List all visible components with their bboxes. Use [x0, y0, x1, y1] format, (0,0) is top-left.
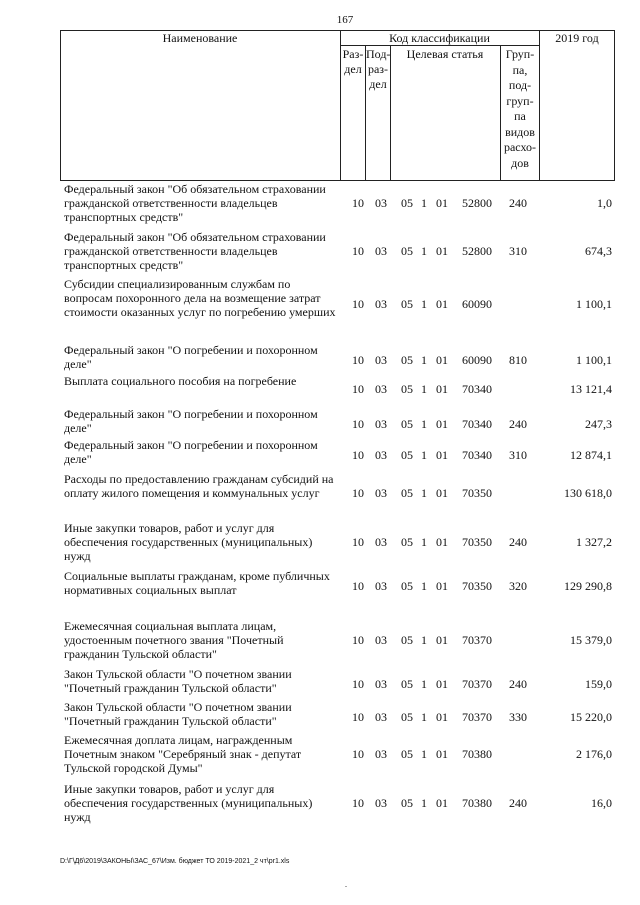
code-pr: 03: [375, 297, 387, 311]
code-cs1: 05: [401, 448, 413, 462]
code-cs2: 1: [421, 710, 427, 724]
code-pr: 03: [375, 710, 387, 724]
row-name: Закон Тульской области "О почетном звании "Почетный гражданин Тульской области": [64, 700, 292, 728]
amount-2019: 1 100,1: [576, 297, 612, 311]
code-cs3: 01: [436, 353, 448, 367]
table-row: [0, 700, 640, 728]
code-vr: 240: [509, 796, 527, 810]
code-cs1: 05: [401, 382, 413, 396]
code-pr: 03: [375, 579, 387, 593]
page-number: 167: [336, 14, 354, 26]
row-name: Иные закупки товаров, работ и услуг для обеспечения государственных (муниципальных) нужд: [64, 521, 313, 563]
code-cs1: 05: [401, 353, 413, 367]
code-rz: 10: [352, 796, 364, 810]
code-cs1: 05: [401, 417, 413, 431]
code-vr: 240: [509, 417, 527, 431]
code-vr: 240: [509, 677, 527, 691]
code-cs1: 05: [401, 796, 413, 810]
code-cs3: 01: [436, 244, 448, 258]
table-row: [0, 521, 640, 563]
code-cs3: 01: [436, 710, 448, 724]
code-cs2: 1: [421, 448, 427, 462]
code-rz: 10: [352, 297, 364, 311]
code-rz: 10: [352, 353, 364, 367]
code-cs3: 01: [436, 677, 448, 691]
code-cs4: 70380: [462, 747, 492, 761]
code-cs1: 05: [401, 486, 413, 500]
code-pr: 03: [375, 677, 387, 691]
table-row: [0, 277, 640, 333]
code-pr: 03: [375, 747, 387, 761]
code-cs1: 05: [401, 244, 413, 258]
table-row: [0, 407, 640, 435]
code-cs2: 1: [421, 535, 427, 549]
code-cs2: 1: [421, 579, 427, 593]
amount-2019: 130 618,0: [564, 486, 612, 500]
code-cs3: 01: [436, 535, 448, 549]
code-cs1: 05: [401, 579, 413, 593]
code-pr: 03: [375, 196, 387, 210]
table-row: [0, 472, 640, 514]
table-row: [0, 782, 640, 824]
table-row: [0, 230, 640, 272]
header-target: Целевая статья: [406, 47, 484, 61]
code-cs2: 1: [421, 244, 427, 258]
code-vr: 310: [509, 448, 527, 462]
code-cs1: 05: [401, 535, 413, 549]
row-name: Субсидии специализированным службам по вопросам похоронного дела на возмещение затрат стоимости оказанных услуг по погребению умерших: [64, 277, 336, 319]
table-row: [0, 619, 640, 661]
stray-mark: .: [345, 880, 347, 889]
amount-2019: 2 176,0: [576, 747, 612, 761]
amount-2019: 129 290,8: [564, 579, 612, 593]
header-year: 2019 год: [555, 31, 599, 45]
code-pr: 03: [375, 417, 387, 431]
table-row: [0, 374, 640, 396]
row-name: Выплата социального пособия на погребение: [64, 374, 297, 388]
code-rz: 10: [352, 710, 364, 724]
code-cs4: 70350: [462, 579, 492, 593]
header-divider: [390, 45, 391, 181]
code-cs2: 1: [421, 747, 427, 761]
header-divider: [539, 30, 540, 181]
amount-2019: 15 379,0: [570, 633, 612, 647]
code-vr: 330: [509, 710, 527, 724]
amount-2019: 16,0: [591, 796, 612, 810]
code-cs2: 1: [421, 417, 427, 431]
code-cs2: 1: [421, 382, 427, 396]
amount-2019: 12 874,1: [570, 448, 612, 462]
code-cs1: 05: [401, 710, 413, 724]
code-cs2: 1: [421, 796, 427, 810]
row-name: Иные закупки товаров, работ и услуг для обеспечения государственных (муниципальных) нужд: [64, 782, 313, 824]
amount-2019: 1 327,2: [576, 535, 612, 549]
code-cs3: 01: [436, 297, 448, 311]
code-rz: 10: [352, 677, 364, 691]
code-cs4: 70340: [462, 382, 492, 396]
code-rz: 10: [352, 579, 364, 593]
code-pr: 03: [375, 633, 387, 647]
code-cs3: 01: [436, 747, 448, 761]
header-code: Код классификации: [389, 31, 490, 45]
table-row: [0, 343, 640, 371]
code-cs4: 70340: [462, 448, 492, 462]
header-section: Раз- дел: [342, 47, 364, 76]
row-name: Федеральный закон "О погребении и похоронном деле": [64, 438, 318, 466]
code-cs3: 01: [436, 382, 448, 396]
code-pr: 03: [375, 796, 387, 810]
code-cs4: 52800: [462, 196, 492, 210]
code-cs4: 60090: [462, 297, 492, 311]
code-cs4: 70350: [462, 535, 492, 549]
amount-2019: 159,0: [585, 677, 612, 691]
code-cs3: 01: [436, 486, 448, 500]
code-cs4: 60090: [462, 353, 492, 367]
code-cs2: 1: [421, 353, 427, 367]
code-vr: 310: [509, 244, 527, 258]
row-name: Закон Тульской области "О почетном звании "Почетный гражданин Тульской области": [64, 667, 292, 695]
amount-2019: 13 121,4: [570, 382, 612, 396]
code-cs4: 70370: [462, 710, 492, 724]
row-name: Федеральный закон "О погребении и похоронном деле": [64, 407, 318, 435]
code-cs3: 01: [436, 417, 448, 431]
header-name: Наименование: [162, 31, 238, 45]
header-group: Груп- па, под- груп- па видов расхо- дов: [503, 47, 537, 170]
code-vr: 240: [509, 535, 527, 549]
amount-2019: 15 220,0: [570, 710, 612, 724]
code-cs1: 05: [401, 297, 413, 311]
table-row: [0, 438, 640, 466]
table-row: [0, 182, 640, 224]
code-pr: 03: [375, 486, 387, 500]
code-pr: 03: [375, 244, 387, 258]
row-name: Федеральный закон "Об обязательном страховании гражданской ответственности владельцев транспортных средств": [64, 230, 326, 272]
code-pr: 03: [375, 353, 387, 367]
code-cs1: 05: [401, 633, 413, 647]
code-cs2: 1: [421, 633, 427, 647]
code-pr: 03: [375, 448, 387, 462]
table-row: [0, 667, 640, 695]
row-name: Федеральный закон "О погребении и похоронном деле": [64, 343, 318, 371]
code-cs4: 70370: [462, 633, 492, 647]
code-vr: 240: [509, 196, 527, 210]
code-cs3: 01: [436, 579, 448, 593]
code-cs4: 70370: [462, 677, 492, 691]
code-cs4: 70350: [462, 486, 492, 500]
code-cs4: 70380: [462, 796, 492, 810]
row-name: Федеральный закон "Об обязательном страховании гражданской ответственности владельцев транспортных средств": [64, 182, 326, 224]
code-cs1: 05: [401, 677, 413, 691]
code-vr: 320: [509, 579, 527, 593]
code-rz: 10: [352, 747, 364, 761]
code-rz: 10: [352, 448, 364, 462]
code-pr: 03: [375, 382, 387, 396]
row-name: Ежемесячная социальная выплата лицам, удостоенным почетного звания "Почетный гражданин Тульской области": [64, 619, 284, 661]
code-cs1: 05: [401, 747, 413, 761]
amount-2019: 674,3: [585, 244, 612, 258]
code-rz: 10: [352, 244, 364, 258]
code-cs3: 01: [436, 633, 448, 647]
code-cs3: 01: [436, 796, 448, 810]
code-cs3: 01: [436, 196, 448, 210]
code-cs3: 01: [436, 448, 448, 462]
code-cs4: 70340: [462, 417, 492, 431]
code-cs2: 1: [421, 196, 427, 210]
table-row: [0, 733, 640, 775]
code-rz: 10: [352, 633, 364, 647]
row-name: Расходы по предоставлению гражданам субсидий на оплату жилого помещения и коммунальных услуг: [64, 472, 334, 500]
code-cs2: 1: [421, 486, 427, 500]
amount-2019: 1 100,1: [576, 353, 612, 367]
header-subsection: Под- раз- дел: [366, 47, 391, 91]
code-rz: 10: [352, 382, 364, 396]
code-vr: 810: [509, 353, 527, 367]
file-path-footer: D:\Г\Д6\2019\ЗАКОНЫ\ЗАС_67\Изм. бюджет ТО 2019-2021_2 чт\рr1.xls: [60, 858, 290, 865]
amount-2019: 247,3: [585, 417, 612, 431]
code-rz: 10: [352, 535, 364, 549]
code-rz: 10: [352, 417, 364, 431]
row-name: Социальные выплаты гражданам, кроме публичных нормативных социальных выплат: [64, 569, 330, 597]
code-cs2: 1: [421, 677, 427, 691]
code-rz: 10: [352, 486, 364, 500]
code-pr: 03: [375, 535, 387, 549]
amount-2019: 1,0: [597, 196, 612, 210]
code-cs4: 52800: [462, 244, 492, 258]
code-rz: 10: [352, 196, 364, 210]
table-row: [0, 569, 640, 597]
code-cs2: 1: [421, 297, 427, 311]
row-name: Ежемесячная доплата лицам, награжденным Почетным знаком "Серебряный знак - депутат Тульской городской Думы": [64, 733, 302, 775]
code-cs1: 05: [401, 196, 413, 210]
